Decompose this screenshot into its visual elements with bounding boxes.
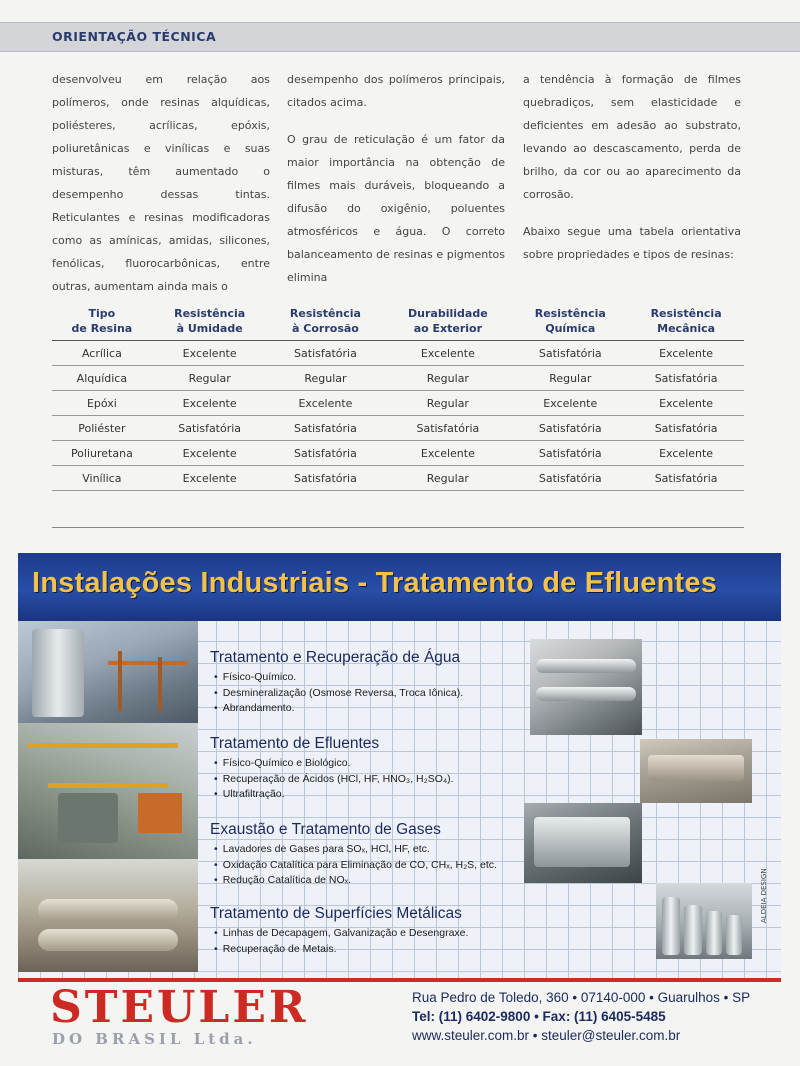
equipment-shape xyxy=(138,793,182,833)
pipe-shape xyxy=(536,659,636,673)
article-column-2 xyxy=(287,68,505,289)
industrial-hall-photo xyxy=(18,859,198,972)
pipe-shape xyxy=(28,743,178,748)
company-logo: STEULER xyxy=(50,982,309,1033)
service-block-effluents xyxy=(210,735,530,803)
table-cell: Satisfatória xyxy=(152,416,268,441)
table-cell: Alquídica xyxy=(52,366,152,391)
plant-interior-photo xyxy=(640,739,752,803)
table-cell: Poliéster xyxy=(52,416,152,441)
advertisement xyxy=(18,553,781,982)
design-credit: ALDEIA DESIGN xyxy=(760,868,768,923)
table-cell: Satisfatória xyxy=(383,416,512,441)
article-paragraph: O grau de reticulação é um fator da maior importância na obtenção de filmes mais duráveis, bloqueando a difusão do oxigênio, poluentes atmosféricos e água. O correto balanceamento de resinas e pigmentos elimina xyxy=(287,133,505,284)
table-cell: Regular xyxy=(383,391,512,416)
tank-shape xyxy=(706,911,722,955)
list-item: • Desmineralização (Osmose Reversa, Troca Iônica). xyxy=(210,686,530,702)
article-column-1 xyxy=(52,68,270,298)
table-cell: Satisfatória xyxy=(268,466,384,491)
piping-photo xyxy=(530,639,642,735)
list-item: • Oxidação Catalítica para Eliminação de CO, CHₓ, H₂S, etc. xyxy=(210,858,530,874)
table-cell: Regular xyxy=(152,366,268,391)
table-cell: Satisfatória xyxy=(628,466,744,491)
list-item: • Redução Catalítica de NOₓ. xyxy=(210,873,530,889)
service-list xyxy=(210,926,530,957)
tank-farm-photo xyxy=(656,883,752,959)
ad-banner xyxy=(18,553,781,621)
equipment-shape xyxy=(58,793,118,843)
table-row xyxy=(52,391,744,416)
table-header-cell: Resistência à Corrosão xyxy=(268,302,384,341)
table-cell: Satisfatória xyxy=(268,441,384,466)
table-cell: Excelente xyxy=(152,341,268,366)
ad-title: Instalações Industriais - Tratamento de Efluentes xyxy=(32,567,718,599)
table-header-cell: Resistência à Umidade xyxy=(152,302,268,341)
table-cell: Satisfatória xyxy=(512,466,628,491)
service-list xyxy=(210,670,530,717)
article-paragraph: a tendência à formação de filmes quebradiços, sem elasticidade e deficientes em adesão ao substrato, levando ao descascamento, perda de brilho, da cor ou ao aparecimento da corrosão. xyxy=(523,73,741,201)
table-cell: Vinílica xyxy=(52,466,152,491)
list-item: • Ultrafiltração. xyxy=(210,787,530,803)
company-logo-subtitle: DO BRASIL Ltda. xyxy=(52,1030,257,1048)
table-row xyxy=(52,441,744,466)
ad-footer xyxy=(18,982,781,1062)
article-paragraph: Abaixo segue uma tabela orientativa sobre propriedades e tipos de resinas: xyxy=(523,225,741,261)
service-block-gases xyxy=(210,821,530,889)
article-columns xyxy=(52,68,744,293)
web-text: www.steuler.com.br • steuler@steuler.com.br xyxy=(412,1028,681,1043)
table-cell: Satisfatória xyxy=(512,441,628,466)
list-item: • Físico-Químico e Biológico. xyxy=(210,756,530,772)
industrial-plant-photo xyxy=(18,621,198,723)
table-cell: Excelente xyxy=(628,341,744,366)
table-header-cell: Durabilidade ao Exterior xyxy=(383,302,512,341)
table-header-cell: Resistência Mecânica xyxy=(628,302,744,341)
service-heading: Tratamento e Recuperação de Água xyxy=(210,649,461,666)
section-header-band xyxy=(0,22,800,52)
table-cell: Acrílica xyxy=(52,341,152,366)
table-cell: Excelente xyxy=(383,441,512,466)
table-cell: Satisfatória xyxy=(512,341,628,366)
table-cell: Excelente xyxy=(628,391,744,416)
equipment-shape xyxy=(38,899,178,921)
list-item: • Recuperação de Ácidos (HCl, HF, HNO₃, H₂SO₄). xyxy=(210,772,530,788)
table-cell: Excelente xyxy=(152,391,268,416)
tank-shape xyxy=(662,897,680,955)
tank-shape xyxy=(684,905,702,955)
service-list xyxy=(210,842,530,889)
list-item: • Linhas de Decapagem, Galvanização e Desengraxe. xyxy=(210,926,530,942)
pipe-shape xyxy=(118,651,122,711)
pipe-shape xyxy=(48,783,168,788)
list-item: • Abrandamento. xyxy=(210,701,530,717)
table-header-row xyxy=(52,302,744,341)
phone-text: Tel: (11) 6402-9800 • Fax: (11) 6405-5485 xyxy=(412,1009,666,1024)
table-cell: Excelente xyxy=(628,441,744,466)
service-block-metal-surfaces xyxy=(210,905,530,957)
table-cell: Regular xyxy=(512,366,628,391)
article-paragraph: desenvolveu em relação aos polímeros, onde resinas alquídicas, poliésteres, acrílicas, epóxis, poliuretânicas e vinílicas e suas misturas, têm aumentado o desempenho dessas tintas. Reticulantes e resinas modificadoras como as amínicas, amidas, silicones, fenólicas, fluorocarbônicas, entre outras, aumentam ainda mais o xyxy=(52,73,270,293)
table-cell: Satisfatória xyxy=(628,416,744,441)
table-cell: Excelente xyxy=(512,391,628,416)
address-text: Rua Pedro de Toledo, 360 • 07140-000 • Guarulhos • SP xyxy=(412,990,751,1005)
table-header-cell: Tipo de Resina xyxy=(52,302,152,341)
table-row xyxy=(52,341,744,366)
contact-block xyxy=(412,988,750,1045)
tank-shape xyxy=(726,915,742,955)
table-cell: Satisfatória xyxy=(512,416,628,441)
table-cell: Regular xyxy=(383,366,512,391)
pipe-shape xyxy=(158,657,162,711)
table-header-cell: Resistência Química xyxy=(512,302,628,341)
table-cell: Satisfatória xyxy=(628,366,744,391)
service-list xyxy=(210,756,530,803)
list-item: • Físico-Químico. xyxy=(210,670,530,686)
table-row xyxy=(52,466,744,491)
equipment-shape xyxy=(38,929,178,951)
equipment-shape xyxy=(648,755,744,781)
table-cell: Excelente xyxy=(152,466,268,491)
section-title: ORIENTAÇÃO TÉCNICA xyxy=(52,29,217,44)
table-cell: Regular xyxy=(383,466,512,491)
table-cell: Poliuretana xyxy=(52,441,152,466)
gas-scrubber-photo xyxy=(524,803,642,883)
service-heading: Exaustão e Tratamento de Gases xyxy=(210,821,441,838)
table-cell: Excelente xyxy=(152,441,268,466)
divider xyxy=(52,527,744,528)
table-cell: Satisfatória xyxy=(268,416,384,441)
pipe-shape xyxy=(536,687,636,701)
table-cell: Excelente xyxy=(268,391,384,416)
table-row xyxy=(52,416,744,441)
table-cell: Regular xyxy=(268,366,384,391)
list-item: • Recuperação de Metais. xyxy=(210,942,530,958)
treatment-equipment-photo xyxy=(18,723,198,859)
table-cell: Epóxi xyxy=(52,391,152,416)
table-cell: Excelente xyxy=(383,341,512,366)
resin-properties-table xyxy=(52,302,744,491)
table-row xyxy=(52,366,744,391)
table-cell: Satisfatória xyxy=(268,341,384,366)
article-column-3 xyxy=(523,68,741,266)
equipment-shape xyxy=(534,817,630,867)
service-heading: Tratamento de Superfícies Metálicas xyxy=(210,905,462,922)
service-block-water xyxy=(210,649,530,717)
list-item: • Lavadores de Gases para SOₓ, HCl, HF, etc. xyxy=(210,842,530,858)
article-paragraph: desempenho dos polímeros principais, citados acima. xyxy=(287,73,505,109)
tank-shape xyxy=(32,629,84,717)
service-heading: Tratamento de Efluentes xyxy=(210,735,380,752)
